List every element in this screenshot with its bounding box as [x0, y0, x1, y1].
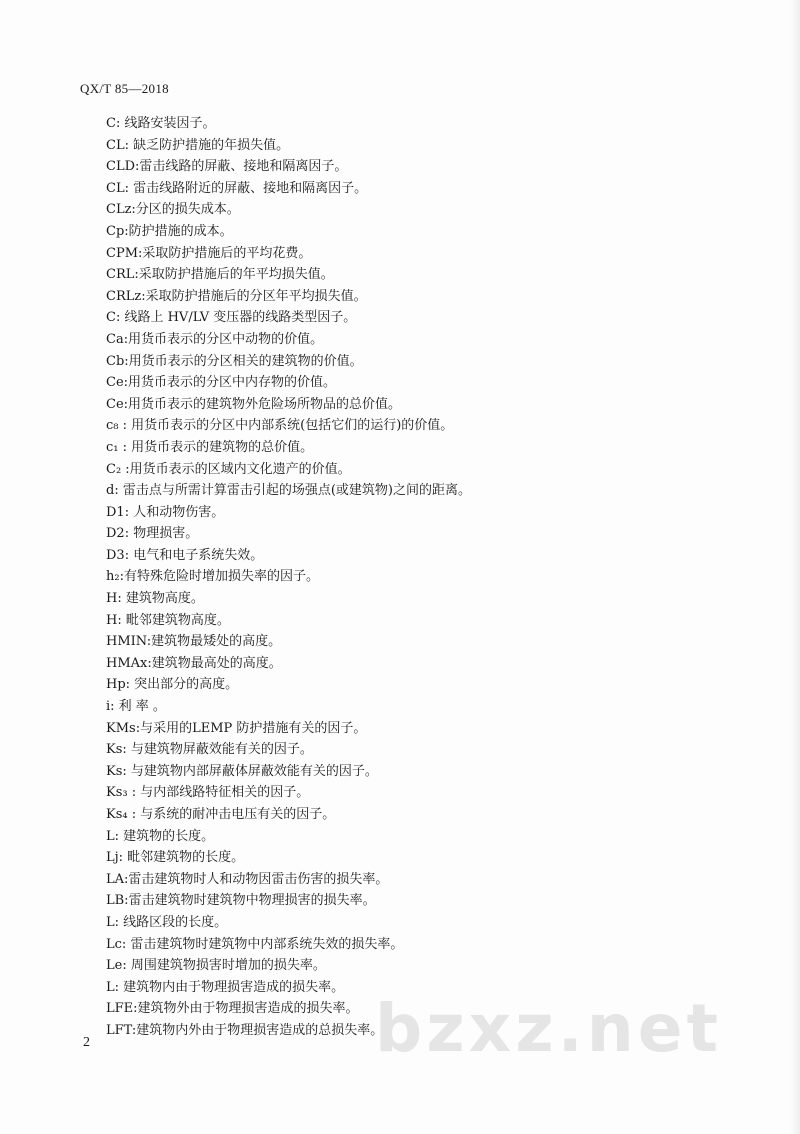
definition-line: C: 线路安装因子。	[106, 116, 216, 131]
definition-line: LFT:建筑物内外由于物理损害造成的总损失率。	[106, 1022, 384, 1038]
definition-line: h₂:有特殊危险时增加损失率的因子。	[106, 569, 319, 585]
definition-line: C: 线路上 HV/LV 变压器的线路类型因子。	[106, 310, 357, 326]
definition-line: KMs:与采用的LEMP 防护措施有关的因子。	[106, 720, 367, 736]
definition-line: c₁ : 用货币表示的建筑物的总价值。	[106, 439, 314, 455]
definition-line: Lj: 毗邻建筑物的长度。	[106, 850, 245, 866]
definition-line: Lc: 雷击建筑物时建筑物中内部系统失效的损失率。	[106, 936, 404, 952]
definition-line: L: 建筑物内由于物理损害造成的损失率。	[106, 979, 345, 995]
definition-line: LB:雷击建筑物时建筑物中物理损害的损失率。	[106, 893, 376, 909]
definition-line: CL: 雷击线路附近的屏蔽、接地和隔离因子。	[106, 180, 368, 196]
definition-line: Ca:用货币表示的分区中动物的价值。	[106, 331, 324, 347]
definition-line: c₈ : 用货币表示的分区中内部系统(包括它们的运行)的价值。	[106, 418, 454, 434]
definition-line: L: 线路区段的长度。	[106, 914, 228, 930]
definition-line: Cb:用货币表示的分区相关的建筑物的价值。	[106, 353, 363, 369]
watermark: bzxz.net	[375, 990, 723, 1067]
definition-line: LFE:建筑物外由于物理损害造成的损失率。	[106, 1001, 359, 1017]
definition-line: H: 毗邻建筑物高度。	[106, 612, 230, 628]
definition-line: i: 利 率 。	[106, 699, 166, 715]
definition-line: Ks₄ : 与系统的耐冲击电压有关的因子。	[106, 807, 336, 822]
definition-line: Hp: 突出部分的高度。	[106, 677, 239, 693]
page-edge-shadow	[790, 0, 800, 1134]
definition-line: Ce:用货币表示的建筑物外危险场所物品的总价值。	[106, 396, 402, 412]
page-number: 2	[83, 1035, 90, 1050]
definition-line: LA:雷击建筑物时人和动物因雷击伤害的损失率。	[106, 871, 389, 887]
definition-line: Ce:用货币表示的分区中内存物的价值。	[106, 375, 337, 391]
definition-line: CRLz:采取防护措施后的分区年平均损失值。	[106, 288, 367, 304]
definition-line: CPM:采取防护措施后的平均花费。	[106, 245, 312, 261]
definition-line: C₂ :用货币表示的区域内文化遗产的价值。	[106, 461, 351, 477]
definition-line: HMAx:建筑物最高处的高度。	[106, 655, 282, 671]
definition-line: Cp:防护措施的成本。	[106, 223, 233, 239]
definition-line: Ks₃ : 与内部线路特征相关的因子。	[106, 785, 310, 801]
definition-line: Ks: 与建筑物内部屏蔽体屏蔽效能有关的因子。	[106, 763, 378, 779]
definition-line: CLD:雷击线路的屏蔽、接地和隔离因子。	[106, 159, 348, 175]
definition-line: Ks: 与建筑物屏蔽效能有关的因子。	[106, 742, 313, 758]
definition-line: CL: 缺乏防护措施的年损失值。	[106, 137, 290, 153]
definition-line: d: 雷击点与所需计算雷击引起的场强点(或建筑物)之间的距离。	[106, 483, 471, 499]
definition-line: CLz:分区的损失成本。	[106, 202, 240, 218]
definition-line: L: 建筑物的长度。	[106, 828, 215, 844]
definition-line: D1: 人和动物伤害。	[106, 504, 225, 520]
document-code-header: QX/T 85—2018	[80, 81, 169, 96]
definition-line: Le: 周围建筑物损害时增加的损失率。	[106, 958, 326, 974]
definition-line: H: 建筑物高度。	[106, 591, 204, 607]
definition-line: HMIN:建筑物最矮处的高度。	[106, 634, 282, 650]
definition-line: CRL:采取防护措施后的年平均损失值。	[106, 267, 334, 283]
symbol-definition-list	[106, 113, 746, 1042]
definition-line: D3: 电气和电子系统失效。	[106, 547, 264, 563]
definition-line: D2: 物理损害。	[106, 526, 199, 542]
